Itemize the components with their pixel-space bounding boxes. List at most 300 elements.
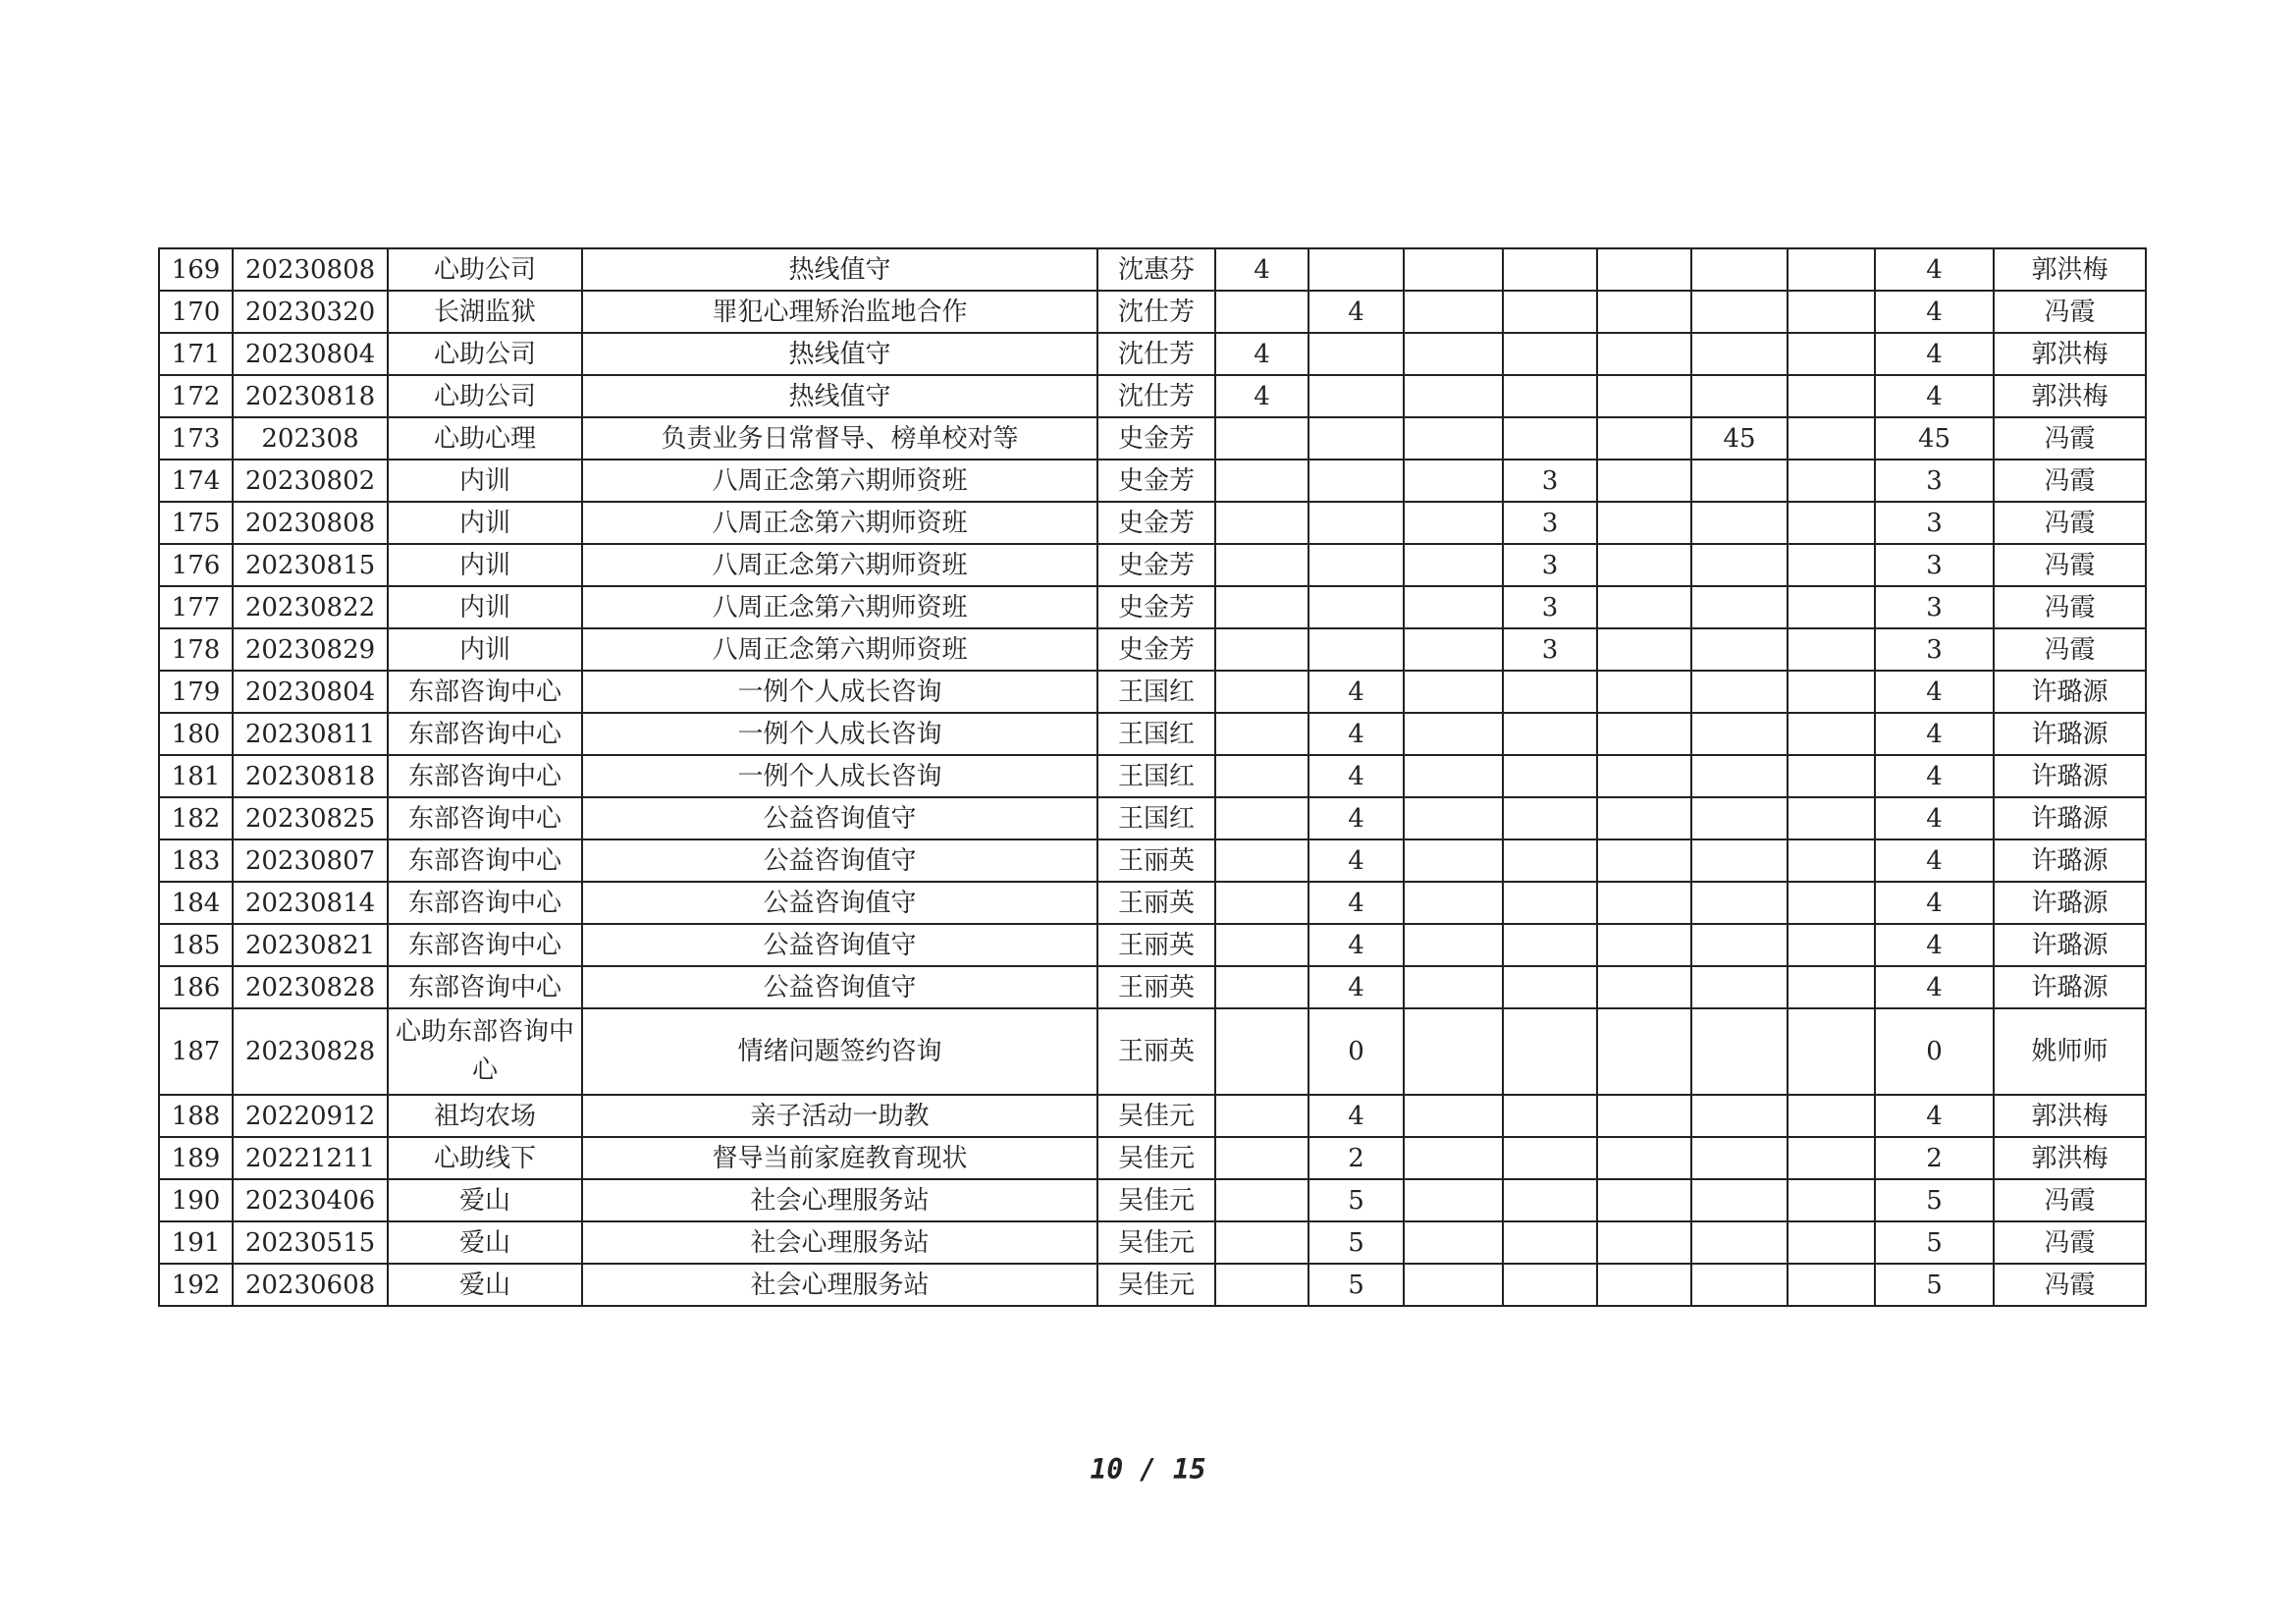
hours-col-7-cell <box>1788 502 1875 544</box>
hours-col-2-cell <box>1308 460 1404 502</box>
person-cell: 王丽英 <box>1097 1008 1215 1095</box>
hours-col-3-cell <box>1404 248 1503 291</box>
hours-col-2-cell <box>1308 544 1404 586</box>
organization-cell: 内训 <box>388 586 582 628</box>
hours-col-1-cell <box>1215 966 1308 1008</box>
hours-col-5-cell <box>1597 924 1691 966</box>
hours-col-3-cell <box>1404 417 1503 460</box>
activity-cell: 公益咨询值守 <box>582 839 1097 882</box>
table-row <box>159 671 2146 713</box>
date-cell: 20230818 <box>233 755 388 797</box>
table-row <box>159 248 2146 291</box>
hours-col-4-cell: 3 <box>1503 586 1597 628</box>
organization-cell: 东部咨询中心 <box>388 882 582 924</box>
table-row <box>159 1095 2146 1137</box>
hours-col-7-cell <box>1788 1264 1875 1306</box>
activity-cell: 罪犯心理矫治监地合作 <box>582 291 1097 333</box>
hours-col-6-cell <box>1691 1264 1788 1306</box>
table-row <box>159 1137 2146 1179</box>
hours-col-5-cell <box>1597 1179 1691 1221</box>
hours-col-5-cell <box>1597 544 1691 586</box>
hours-col-3-cell <box>1404 1137 1503 1179</box>
supervisor-cell: 郭洪梅 <box>1994 248 2146 291</box>
activity-cell: 八周正念第六期师资班 <box>582 460 1097 502</box>
supervisor-cell: 许璐源 <box>1994 924 2146 966</box>
date-cell: 20230804 <box>233 333 388 375</box>
table-row <box>159 882 2146 924</box>
activity-cell: 一例个人成长咨询 <box>582 671 1097 713</box>
person-cell: 吴佳元 <box>1097 1264 1215 1306</box>
organization-cell: 心助公司 <box>388 248 582 291</box>
hours-col-3-cell <box>1404 1008 1503 1095</box>
date-cell: 20230608 <box>233 1264 388 1306</box>
hours-col-1-cell <box>1215 797 1308 839</box>
hours-col-5-cell <box>1597 1264 1691 1306</box>
table-row <box>159 839 2146 882</box>
total-hours-cell: 4 <box>1875 966 1994 1008</box>
person-cell: 史金芳 <box>1097 628 1215 671</box>
total-hours-cell: 4 <box>1875 333 1994 375</box>
hours-col-7-cell <box>1788 713 1875 755</box>
hours-col-7-cell <box>1788 291 1875 333</box>
hours-col-5-cell <box>1597 375 1691 417</box>
hours-col-7-cell <box>1788 924 1875 966</box>
date-cell: 20230822 <box>233 586 388 628</box>
hours-col-4-cell <box>1503 1008 1597 1095</box>
activity-cell: 八周正念第六期师资班 <box>582 628 1097 671</box>
hours-col-2-cell: 5 <box>1308 1221 1404 1264</box>
hours-col-2-cell: 4 <box>1308 671 1404 713</box>
date-cell: 202308 <box>233 417 388 460</box>
hours-col-6-cell <box>1691 966 1788 1008</box>
hours-col-5-cell <box>1597 966 1691 1008</box>
row-index-cell: 174 <box>159 460 233 502</box>
hours-col-2-cell: 4 <box>1308 713 1404 755</box>
hours-col-6-cell <box>1691 1008 1788 1095</box>
total-hours-cell: 3 <box>1875 586 1994 628</box>
hours-col-5-cell <box>1597 333 1691 375</box>
date-cell: 20230807 <box>233 839 388 882</box>
hours-col-1-cell <box>1215 460 1308 502</box>
organization-cell: 爱山 <box>388 1264 582 1306</box>
hours-col-7-cell <box>1788 586 1875 628</box>
person-cell: 沈仕芳 <box>1097 333 1215 375</box>
date-cell: 20230825 <box>233 797 388 839</box>
activity-cell: 一例个人成长咨询 <box>582 713 1097 755</box>
hours-col-3-cell <box>1404 1179 1503 1221</box>
total-hours-cell: 3 <box>1875 628 1994 671</box>
date-cell: 20230808 <box>233 248 388 291</box>
person-cell: 史金芳 <box>1097 502 1215 544</box>
date-cell: 20230814 <box>233 882 388 924</box>
supervisor-cell: 许璐源 <box>1994 713 2146 755</box>
total-hours-cell: 4 <box>1875 1095 1994 1137</box>
hours-col-7-cell <box>1788 1008 1875 1095</box>
hours-col-5-cell <box>1597 628 1691 671</box>
row-index-cell: 185 <box>159 924 233 966</box>
person-cell: 吴佳元 <box>1097 1179 1215 1221</box>
hours-col-4-cell <box>1503 755 1597 797</box>
hours-col-5-cell <box>1597 291 1691 333</box>
activity-cell: 情绪问题签约咨询 <box>582 1008 1097 1095</box>
row-index-cell: 175 <box>159 502 233 544</box>
hours-col-4-cell <box>1503 1264 1597 1306</box>
hours-col-6-cell <box>1691 924 1788 966</box>
supervisor-cell: 冯霞 <box>1994 502 2146 544</box>
supervisor-cell: 许璐源 <box>1994 755 2146 797</box>
hours-col-1-cell <box>1215 1137 1308 1179</box>
hours-col-1-cell: 4 <box>1215 375 1308 417</box>
hours-col-7-cell <box>1788 755 1875 797</box>
hours-col-4-cell <box>1503 882 1597 924</box>
hours-col-6-cell <box>1691 671 1788 713</box>
hours-col-7-cell <box>1788 1221 1875 1264</box>
hours-col-4-cell <box>1503 713 1597 755</box>
date-cell: 20230802 <box>233 460 388 502</box>
hours-col-6-cell <box>1691 460 1788 502</box>
hours-col-7-cell <box>1788 375 1875 417</box>
total-hours-cell: 4 <box>1875 291 1994 333</box>
person-cell: 王国红 <box>1097 797 1215 839</box>
person-cell: 吴佳元 <box>1097 1221 1215 1264</box>
total-hours-cell: 4 <box>1875 797 1994 839</box>
person-cell: 王国红 <box>1097 671 1215 713</box>
total-hours-cell: 5 <box>1875 1179 1994 1221</box>
row-index-cell: 178 <box>159 628 233 671</box>
hours-col-4-cell <box>1503 333 1597 375</box>
date-cell: 20230815 <box>233 544 388 586</box>
hours-col-6-cell <box>1691 628 1788 671</box>
supervisor-cell: 冯霞 <box>1994 417 2146 460</box>
table-row <box>159 755 2146 797</box>
hours-col-1-cell <box>1215 291 1308 333</box>
supervisor-cell: 冯霞 <box>1994 586 2146 628</box>
total-hours-cell: 5 <box>1875 1264 1994 1306</box>
row-index-cell: 179 <box>159 671 233 713</box>
date-cell: 20230811 <box>233 713 388 755</box>
hours-col-5-cell <box>1597 882 1691 924</box>
hours-col-1-cell <box>1215 502 1308 544</box>
hours-col-1-cell <box>1215 1221 1308 1264</box>
person-cell: 史金芳 <box>1097 544 1215 586</box>
activity-cell: 热线值守 <box>582 375 1097 417</box>
hours-col-7-cell <box>1788 460 1875 502</box>
date-cell: 20230804 <box>233 671 388 713</box>
table-row <box>159 1008 2146 1095</box>
hours-col-3-cell <box>1404 924 1503 966</box>
hours-col-6-cell <box>1691 375 1788 417</box>
supervisor-cell: 许璐源 <box>1994 966 2146 1008</box>
activity-cell: 社会心理服务站 <box>582 1264 1097 1306</box>
hours-col-1-cell <box>1215 924 1308 966</box>
hours-col-7-cell <box>1788 1179 1875 1221</box>
hours-col-7-cell <box>1788 797 1875 839</box>
hours-col-2-cell: 4 <box>1308 839 1404 882</box>
hours-col-7-cell <box>1788 966 1875 1008</box>
hours-col-4-cell <box>1503 671 1597 713</box>
hours-col-4-cell <box>1503 291 1597 333</box>
hours-col-1-cell <box>1215 755 1308 797</box>
organization-cell: 东部咨询中心 <box>388 671 582 713</box>
organization-cell: 爱山 <box>388 1221 582 1264</box>
hours-col-2-cell: 2 <box>1308 1137 1404 1179</box>
hours-col-5-cell <box>1597 839 1691 882</box>
total-hours-cell: 2 <box>1875 1137 1994 1179</box>
organization-cell: 东部咨询中心 <box>388 966 582 1008</box>
hours-col-2-cell: 4 <box>1308 291 1404 333</box>
hours-col-2-cell: 4 <box>1308 797 1404 839</box>
hours-col-6-cell <box>1691 797 1788 839</box>
hours-col-4-cell <box>1503 1095 1597 1137</box>
hours-col-1-cell <box>1215 839 1308 882</box>
hours-col-1-cell <box>1215 1264 1308 1306</box>
hours-col-2-cell <box>1308 248 1404 291</box>
organization-cell: 长湖监狱 <box>388 291 582 333</box>
row-index-cell: 182 <box>159 797 233 839</box>
table-row <box>159 1221 2146 1264</box>
row-index-cell: 171 <box>159 333 233 375</box>
hours-col-3-cell <box>1404 1221 1503 1264</box>
total-hours-cell: 4 <box>1875 248 1994 291</box>
row-index-cell: 188 <box>159 1095 233 1137</box>
person-cell: 王国红 <box>1097 755 1215 797</box>
hours-col-2-cell: 4 <box>1308 966 1404 1008</box>
organization-cell: 爱山 <box>388 1179 582 1221</box>
row-index-cell: 177 <box>159 586 233 628</box>
hours-col-6-cell <box>1691 333 1788 375</box>
row-index-cell: 192 <box>159 1264 233 1306</box>
hours-col-7-cell <box>1788 882 1875 924</box>
total-hours-cell: 5 <box>1875 1221 1994 1264</box>
total-hours-cell: 45 <box>1875 417 1994 460</box>
hours-col-2-cell <box>1308 417 1404 460</box>
hours-col-6-cell <box>1691 713 1788 755</box>
row-index-cell: 187 <box>159 1008 233 1095</box>
hours-col-2-cell <box>1308 375 1404 417</box>
hours-col-1-cell <box>1215 671 1308 713</box>
row-index-cell: 191 <box>159 1221 233 1264</box>
date-cell: 20230808 <box>233 502 388 544</box>
table-row <box>159 966 2146 1008</box>
organization-cell: 东部咨询中心 <box>388 713 582 755</box>
hours-col-5-cell <box>1597 417 1691 460</box>
hours-col-5-cell <box>1597 1221 1691 1264</box>
row-index-cell: 183 <box>159 839 233 882</box>
activity-cell: 亲子活动一助教 <box>582 1095 1097 1137</box>
person-cell: 吴佳元 <box>1097 1137 1215 1179</box>
organization-cell: 心助东部咨询中心 <box>388 1008 582 1095</box>
organization-cell: 东部咨询中心 <box>388 755 582 797</box>
supervisor-cell: 许璐源 <box>1994 882 2146 924</box>
table-row <box>159 375 2146 417</box>
hours-col-4-cell <box>1503 1179 1597 1221</box>
total-hours-cell: 3 <box>1875 502 1994 544</box>
date-cell: 20230821 <box>233 924 388 966</box>
total-hours-cell: 3 <box>1875 544 1994 586</box>
hours-col-5-cell <box>1597 713 1691 755</box>
hours-col-3-cell <box>1404 671 1503 713</box>
hours-col-4-cell <box>1503 375 1597 417</box>
table-row <box>159 1264 2146 1306</box>
organization-cell: 内训 <box>388 460 582 502</box>
activity-cell: 八周正念第六期师资班 <box>582 586 1097 628</box>
hours-col-2-cell <box>1308 586 1404 628</box>
table-body <box>159 248 2146 1306</box>
organization-cell: 心助公司 <box>388 333 582 375</box>
hours-col-5-cell <box>1597 671 1691 713</box>
hours-col-2-cell <box>1308 502 1404 544</box>
person-cell: 王丽英 <box>1097 924 1215 966</box>
person-cell: 王丽英 <box>1097 839 1215 882</box>
hours-col-6-cell <box>1691 755 1788 797</box>
total-hours-cell: 4 <box>1875 671 1994 713</box>
activity-cell: 公益咨询值守 <box>582 882 1097 924</box>
row-index-cell: 169 <box>159 248 233 291</box>
total-hours-cell: 0 <box>1875 1008 1994 1095</box>
person-cell: 沈仕芳 <box>1097 375 1215 417</box>
hours-col-2-cell: 4 <box>1308 924 1404 966</box>
activity-cell: 公益咨询值守 <box>582 966 1097 1008</box>
person-cell: 史金芳 <box>1097 586 1215 628</box>
supervisor-cell: 许璐源 <box>1994 671 2146 713</box>
hours-col-2-cell <box>1308 333 1404 375</box>
supervisor-cell: 许璐源 <box>1994 839 2146 882</box>
date-cell: 20230320 <box>233 291 388 333</box>
hours-col-5-cell <box>1597 586 1691 628</box>
table-row <box>159 713 2146 755</box>
hours-col-7-cell <box>1788 333 1875 375</box>
hours-col-4-cell <box>1503 248 1597 291</box>
hours-col-3-cell <box>1404 502 1503 544</box>
hours-col-4-cell <box>1503 797 1597 839</box>
hours-col-2-cell: 4 <box>1308 1095 1404 1137</box>
activity-cell: 公益咨询值守 <box>582 924 1097 966</box>
person-cell: 王丽英 <box>1097 966 1215 1008</box>
hours-col-4-cell <box>1503 1137 1597 1179</box>
hours-col-6-cell <box>1691 1179 1788 1221</box>
activity-cell: 社会心理服务站 <box>582 1221 1097 1264</box>
hours-col-6-cell <box>1691 882 1788 924</box>
date-cell: 20230818 <box>233 375 388 417</box>
hours-col-6-cell <box>1691 248 1788 291</box>
table-row <box>159 417 2146 460</box>
hours-col-3-cell <box>1404 460 1503 502</box>
total-hours-cell: 4 <box>1875 755 1994 797</box>
hours-col-1-cell <box>1215 1008 1308 1095</box>
person-cell: 史金芳 <box>1097 460 1215 502</box>
hours-col-2-cell: 4 <box>1308 882 1404 924</box>
date-cell: 20230406 <box>233 1179 388 1221</box>
hours-col-1-cell <box>1215 882 1308 924</box>
hours-col-6-cell <box>1691 839 1788 882</box>
supervisor-cell: 郭洪梅 <box>1994 333 2146 375</box>
date-cell: 20230828 <box>233 966 388 1008</box>
hours-col-3-cell <box>1404 755 1503 797</box>
date-cell: 20221211 <box>233 1137 388 1179</box>
table-row <box>159 333 2146 375</box>
hours-col-5-cell <box>1597 1008 1691 1095</box>
hours-col-1-cell <box>1215 628 1308 671</box>
hours-col-3-cell <box>1404 839 1503 882</box>
row-index-cell: 190 <box>159 1179 233 1221</box>
hours-col-1-cell <box>1215 417 1308 460</box>
supervisor-cell: 郭洪梅 <box>1994 375 2146 417</box>
hours-col-1-cell <box>1215 713 1308 755</box>
row-index-cell: 189 <box>159 1137 233 1179</box>
row-index-cell: 176 <box>159 544 233 586</box>
hours-col-3-cell <box>1404 1095 1503 1137</box>
hours-col-7-cell <box>1788 628 1875 671</box>
hours-col-4-cell <box>1503 839 1597 882</box>
activity-cell: 八周正念第六期师资班 <box>582 502 1097 544</box>
hours-col-3-cell <box>1404 882 1503 924</box>
supervisor-cell: 冯霞 <box>1994 1264 2146 1306</box>
hours-col-6-cell: 45 <box>1691 417 1788 460</box>
person-cell: 沈惠芬 <box>1097 248 1215 291</box>
hours-col-7-cell <box>1788 1095 1875 1137</box>
table-row <box>159 460 2146 502</box>
hours-col-6-cell <box>1691 1221 1788 1264</box>
supervisor-cell: 冯霞 <box>1994 1179 2146 1221</box>
date-cell: 20230515 <box>233 1221 388 1264</box>
total-hours-cell: 3 <box>1875 460 1994 502</box>
table-row <box>159 1179 2146 1221</box>
supervisor-cell: 姚师师 <box>1994 1008 2146 1095</box>
hours-col-3-cell <box>1404 1264 1503 1306</box>
organization-cell: 东部咨询中心 <box>388 839 582 882</box>
person-cell: 沈仕芳 <box>1097 291 1215 333</box>
hours-col-4-cell: 3 <box>1503 628 1597 671</box>
supervisor-cell: 郭洪梅 <box>1994 1137 2146 1179</box>
hours-col-3-cell <box>1404 713 1503 755</box>
hours-col-5-cell <box>1597 1095 1691 1137</box>
hours-col-1-cell <box>1215 1179 1308 1221</box>
supervisor-cell: 郭洪梅 <box>1994 1095 2146 1137</box>
hours-col-4-cell <box>1503 1221 1597 1264</box>
row-index-cell: 173 <box>159 417 233 460</box>
table-row <box>159 291 2146 333</box>
records-table <box>158 247 2147 1307</box>
hours-col-4-cell <box>1503 966 1597 1008</box>
table-row <box>159 924 2146 966</box>
supervisor-cell: 许璐源 <box>1994 797 2146 839</box>
hours-col-5-cell <box>1597 755 1691 797</box>
hours-col-1-cell: 4 <box>1215 248 1308 291</box>
hours-col-5-cell <box>1597 460 1691 502</box>
organization-cell: 东部咨询中心 <box>388 924 582 966</box>
person-cell: 吴佳元 <box>1097 1095 1215 1137</box>
table-row <box>159 628 2146 671</box>
hours-col-7-cell <box>1788 839 1875 882</box>
activity-cell: 公益咨询值守 <box>582 797 1097 839</box>
row-index-cell: 184 <box>159 882 233 924</box>
hours-col-2-cell: 5 <box>1308 1179 1404 1221</box>
hours-col-7-cell <box>1788 1137 1875 1179</box>
person-cell: 史金芳 <box>1097 417 1215 460</box>
activity-cell: 热线值守 <box>582 248 1097 291</box>
hours-col-3-cell <box>1404 544 1503 586</box>
date-cell: 20220912 <box>233 1095 388 1137</box>
organization-cell: 内训 <box>388 544 582 586</box>
activity-cell: 督导当前家庭教育现状 <box>582 1137 1097 1179</box>
hours-col-6-cell <box>1691 291 1788 333</box>
hours-col-1-cell: 4 <box>1215 333 1308 375</box>
hours-col-4-cell: 3 <box>1503 502 1597 544</box>
supervisor-cell: 冯霞 <box>1994 1221 2146 1264</box>
hours-col-7-cell <box>1788 248 1875 291</box>
table-row <box>159 797 2146 839</box>
person-cell: 王国红 <box>1097 713 1215 755</box>
